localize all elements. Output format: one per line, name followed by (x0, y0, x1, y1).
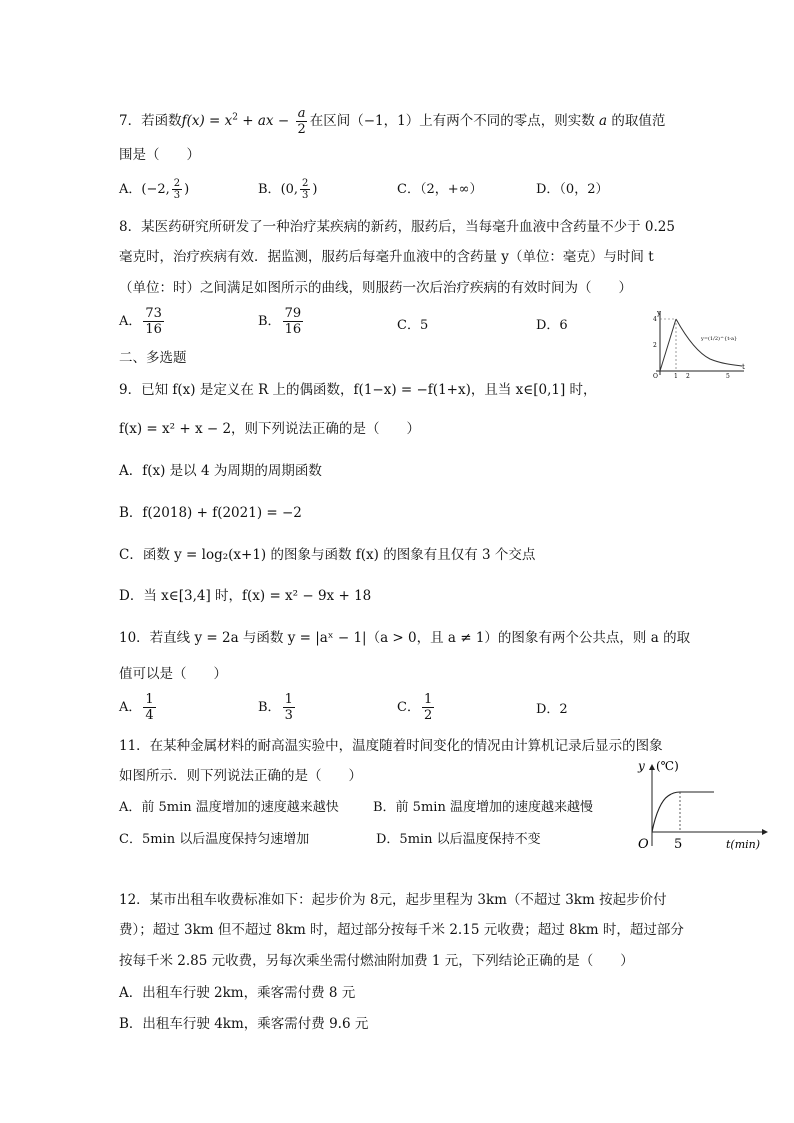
q8-stem-line2: 毫克时，治疗疾病有效．据监测，服药后每毫升血液中的含药量 y（单位：毫克）与时间 t (119, 249, 654, 265)
q8-tick-x5: 5 (726, 373, 730, 379)
q9-option-b: B．f(2018) + f(2021) = −2 (119, 505, 302, 521)
q11-stem-line1: 11．在某种金属材料的耐高温实验中，温度随着时间变化的情况由计算机记录后显示的图象 (119, 738, 663, 754)
q8-tick-y2: 2 (653, 342, 657, 349)
q9-option-c: C．函数 y = log₂(x+1) 的图象与函数 f(x) 的图象有且仅有 3 个交点 (119, 547, 536, 563)
q11-x-label: t(min) (726, 838, 761, 851)
q11-x-arrow (762, 829, 768, 835)
q10-option-b: B． $\frac{1}{3}$ (258, 692, 293, 723)
q10-option-d: D．2 (536, 702, 568, 717)
q8-decay-curve (676, 319, 742, 366)
q11-option-d: D．5min 以后温度保持不变 (376, 832, 541, 847)
q8-y-label: y (657, 309, 661, 317)
q7-option-d: D．（0，2） (536, 182, 609, 197)
q12-stem-line3: 按每千米 2.85 元收费，另每次乘坐需付燃油附加费 1 元，下列结论正确的是（ ） (119, 953, 634, 969)
q11-option-a: A．前 5min 温度增加的速度越来越快 (119, 800, 339, 815)
q8-drug-concentration-graph (640, 307, 750, 379)
q8-option-c: C．5 (397, 318, 429, 333)
q8-option-b: B． $\frac{79}{16}$ (258, 306, 302, 337)
q11-curve (652, 792, 680, 832)
q11-temperature-graph (628, 756, 768, 852)
q10-option-c: C． $\frac{1}{2}$ (397, 692, 433, 723)
q8-stem-line3: （单位：时）之间满足如图所示的曲线，则服药一次后治疗疾病的有效时间为（ ） (119, 280, 632, 296)
q12-stem-line2: 费）；超过 3km 但不超过 8km 时，超过部分按每千米 2.15 元收费；超过 8km 时，超过部分 (119, 922, 684, 938)
q7-number: 7． (119, 113, 142, 129)
q8-tick-y: 4 (653, 316, 657, 323)
q7-fraction: $\frac{a}{2}$ (297, 106, 306, 137)
q9-stem-line1: 9．已知 f(x) 是定义在 R 上的偶函数，f(1−x) = −f(1+x)，且当 x∈[0,1] 时， (119, 382, 597, 398)
q11-option-b: B．前 5min 温度增加的速度越来越慢 (373, 800, 593, 815)
q9-stem-line2: f(x) = x² + x − 2，则下列说法正确的是（ ） (119, 421, 421, 437)
q7-stem-line1: 7．若函数$f(x) = x^2$ + ax − $\frac{a}{2}$ 在区间（−1，1）上有两个不同的零点，则实数 a 的取值范 (119, 106, 666, 137)
q10-stem-line1: 10．若直线 y = 2a 与函数 y = |aˣ − 1|（a > 0，且 a ≠ 1）的图象有两个公共点，则 a 的取 (119, 630, 691, 646)
q9-option-d: D．当 x∈[3,4] 时，f(x) = x² − 9x + 18 (119, 588, 372, 604)
q8-tick-x2: 2 (686, 373, 690, 379)
q7-option-a: A．(−2, $\frac{2}{3}$ ) (119, 178, 190, 201)
q8-formula: y=(1/2)^{t-a} (701, 336, 738, 342)
section-heading-multiple-choice: 二、多选题 (119, 350, 187, 366)
q12-option-b: B．出租车行驶 4km，乘客需付费 9.6 元 (119, 1016, 369, 1032)
q10-stem-line2: 值可以是（ ） (119, 666, 227, 682)
q7-stem-line2: 围是（ ） (119, 147, 200, 163)
q8-stem-line1: 8．某医药研究所研发了一种治疗某疾病的新药，服药后，当每毫升血液中含药量不少于 0.25 (119, 219, 675, 235)
q11-tick-x: 5 (674, 837, 683, 852)
q7-option-b: B．(0, $\frac{2}{3}$ ) (258, 178, 318, 201)
q11-y-unit: (℃) (656, 759, 679, 773)
q7-option-c: C．（2，+∞） (397, 182, 483, 197)
q10-option-a: A． $\frac{1}{4}$ (119, 692, 154, 723)
q11-option-c: C．5min 以后温度保持匀速增加 (119, 832, 310, 847)
q12-stem-line1: 12．某市出租车收费标准如下：起步价为 8元，起步里程为 3km（不超过 3km 按起步价付 (119, 892, 667, 908)
q9-option-a: A．f(x) 是以 4 为周期的周期函数 (119, 463, 322, 479)
q8-tick-x1: 1 (674, 373, 678, 379)
q8-origin: O (653, 373, 658, 379)
q8-rising-segment (660, 319, 676, 371)
q8-option-a: A． $\frac{73}{16}$ (119, 306, 162, 337)
q11-y-label: y (638, 759, 645, 773)
q8-option-d: D．6 (536, 318, 568, 333)
q11-origin: O (638, 837, 649, 852)
q12-option-a: A．出租车行驶 2km，乘客需付费 8 元 (119, 985, 356, 1001)
q11-stem-line2: 如图所示．则下列说法正确的是（ ） (119, 768, 362, 784)
q8-x-label: t (742, 363, 745, 371)
q11-y-arrow (649, 764, 655, 770)
